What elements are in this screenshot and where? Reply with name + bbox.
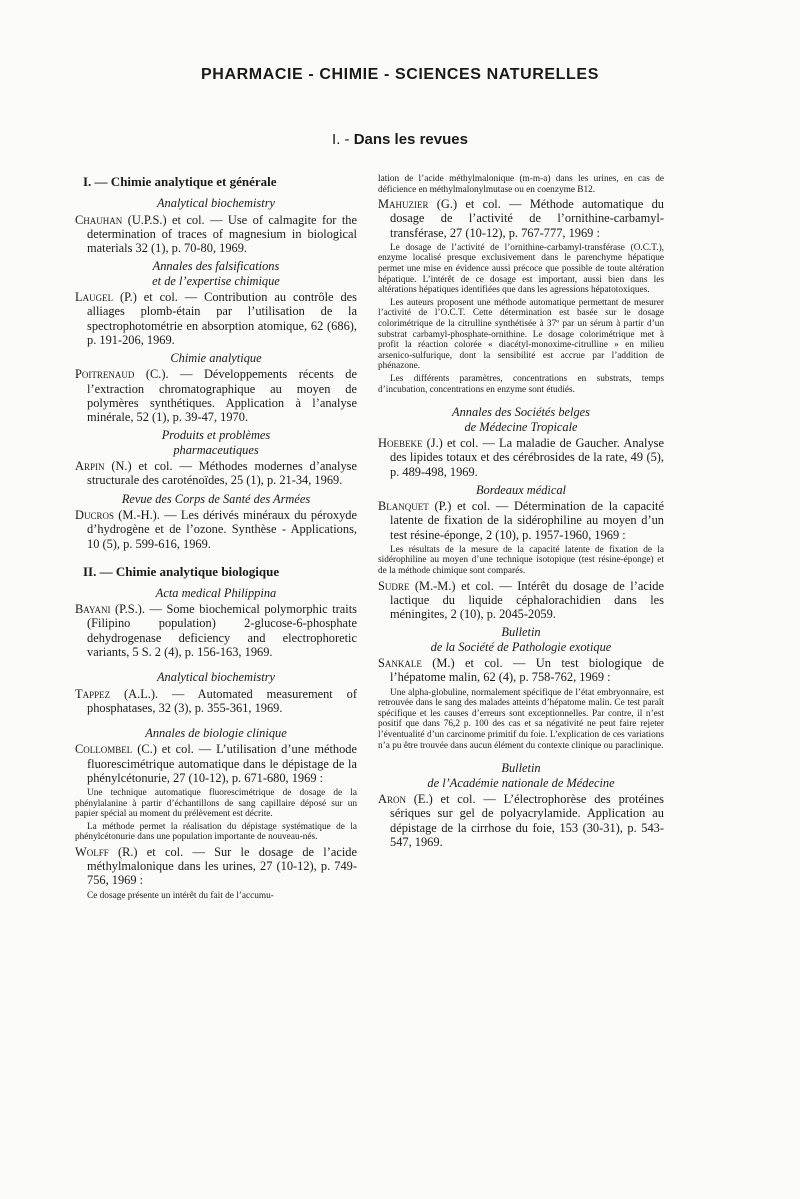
entry-author: Sankale <box>378 656 422 671</box>
entry-text: (A.L.). — Automated measurement of phosphatases, 32 (3), p. 355-361, 1969. <box>87 686 357 715</box>
journal-title-line: de Médecine Tropicale <box>464 419 578 434</box>
bibliography-entry <box>75 459 357 487</box>
entry-text: (C.) et col. — L’utilisation d’une méthode fluorescimétrique automatique dans le dépistage de la phénylcétonurie, 27 (10-12), p. 671-680, 1969 : <box>87 742 357 785</box>
bibliography-entry <box>75 508 357 551</box>
entry-author: Laugel <box>75 290 114 305</box>
entry-author: Collombel <box>75 742 133 757</box>
bibliography-entry <box>75 845 357 888</box>
abstract-paragraph: Les différents paramètres, concentrations en substrats, temps d’incubation, concentrations en enzyme sont étudiés. <box>378 373 664 395</box>
journal-title-line: Produits et problèmes <box>161 428 271 443</box>
journal-title-line: Bulletin <box>501 761 541 776</box>
entry-text: (G.) et col. — Méthode automatique du dosage de l’activité de l’ornithine-carbamyl-transférase, 27 (10-12), p. 767-777, 1969 : <box>390 197 664 240</box>
entry-text: (M.) et col. — Un test biologique de l’hépatome malin, 62 (4), p. 758-762, 1969 : <box>390 656 664 685</box>
entry-author: Wolff <box>75 845 109 860</box>
entry-text: (J.) et col. — La maladie de Gaucher. Analyse des lipides totaux et des cérébrosides de la rate, 49 (5), p. 489-498, 1969. <box>390 436 664 479</box>
bibliography-entry <box>75 367 357 424</box>
journal-title <box>75 259 357 288</box>
bibliography-entry <box>378 792 664 849</box>
page-title: PHARMACIE - CHIMIE - SCIENCES NATURELLES <box>201 66 599 83</box>
entry-text: (P.) et col. — Détermination de la capacité latente de fixation de la sidérophiline au moyen d’un test résine-éponge, 2 (10), p. 1957-1960, 1969 : <box>390 499 664 542</box>
entry-author: Ducros <box>75 508 114 523</box>
journal-title-line: de la Société de Pathologie exotique <box>430 639 612 654</box>
abstract-paragraph: La méthode permet la réalisation du dépistage systématique de la phénylcétonurie dans une population importante de nouveau-nés. <box>75 821 357 843</box>
journal-title: Analytical biochemistry <box>156 670 276 685</box>
entry-author: Blanquet <box>378 499 429 514</box>
bibliography-entry <box>378 499 664 542</box>
journal-title: Bordeaux médical <box>475 482 567 497</box>
bibliography-entry <box>75 290 357 347</box>
section-heading: Dans les revues <box>353 131 468 148</box>
abstract-paragraph: lation de l’acide méthylmalonique (m-m-a) dans les urines, en cas de déficience en méthylmalonylmutase ou en coenzyme B12. <box>378 174 664 195</box>
journal-title-line: et de l’expertise chimique <box>152 273 280 288</box>
bibliography-entry <box>75 213 357 256</box>
entry-author: Arpin <box>75 459 105 474</box>
abstract-paragraph: Une alpha-globuline, normalement spécifique de l’état embryonnaire, est retrouvée dans le sang des malades atteints d’hépatome malin. Ce test paraît spécifique et les causes d’erreurs sont exceptionnelles. Par contre, il n’est positif que dans 76,2 p. 100 des cas et sa négativité ne peut faire rejeter l’éventualité d’un carcinome primitif du foie. L’explication de ces variations n’a pu être trouvée dans aucun élément du contexte clinique ou paraclinique. <box>378 687 664 751</box>
journal-title: Acta medical Philippina <box>155 585 277 600</box>
entry-author: Tappez <box>75 686 111 701</box>
entry-author: Bayani <box>75 602 111 617</box>
entry-author: Poitrenaud <box>75 367 135 382</box>
heading-chimie-analytique-biologique: II. — Chimie analytique biologique <box>83 563 280 579</box>
section-number: I. - <box>332 131 350 148</box>
bibliography-entry <box>378 436 664 479</box>
journal-title <box>75 428 357 457</box>
journal-title-line: pharmaceutiques <box>173 442 259 457</box>
right-column <box>378 174 664 852</box>
journal-title <box>378 405 664 434</box>
bibliography-entry <box>75 687 357 715</box>
entry-text: (C.). — Développements récents de l’extraction chromatographique au moyen de polymères synthétiques. Application à l’analyse minérale, 52 (1), p. 39-47, 1970. <box>87 367 357 425</box>
abstract-paragraph: Les auteurs proposent une méthode automatique permettant de mesurer l’activité de l’O.C.T. Cette détermination est basée sur le dosage colorimétrique de la citrulline synthétisée à 37º par un sérum à partir d’un substrat carbamyl-phosphate-ornithine. Le dosage colorimétrique met à profit la réaction colorée « diacétyl-monoxime-citrulline » en milieu arsenico-sulfurique, dont la sensibilité est accrue par l’addition de phénazone. <box>378 297 664 372</box>
journal-title: Chimie analytique <box>170 350 262 365</box>
entry-author: Hoebeke <box>378 436 423 451</box>
entry-text: (P.) et col. — Contribution au contrôle des alliages plomb-étain par l’utilisation de la spectrophotométrie en absorption atomique, 62 (686), p. 191-206, 1969. <box>87 290 357 347</box>
left-column <box>75 172 357 903</box>
bibliography-entry <box>378 656 664 684</box>
journal-title: Annales de biologie clinique <box>145 725 287 740</box>
bibliography-entry <box>378 579 664 622</box>
heading-chimie-analytique-generale: I. — Chimie analytique et générale <box>83 174 277 189</box>
journal-title: Analytical biochemistry <box>156 196 276 210</box>
abstract-paragraph: Une technique automatique fluorescimétrique de dosage de la phénylalanine à partir d’échantillons de sang capillaire déposé sur un papier spécial au moment du prélèvement est décrite. <box>75 788 357 820</box>
bibliography-entry <box>75 602 357 659</box>
abstract-paragraph: Ce dosage présente un intérêt du fait de l’accumu- <box>87 890 274 901</box>
entry-author: Aron <box>378 792 406 807</box>
abstract-paragraph: Le dosage de l’activité de l’ornithine-carbamyl-transférase (O.C.T.), enzyme localisé presque exclusivement dans le parenchyme hépatique permet une mise en évidence aussi précoce que possible de toute altération hépatique. L’intérêt de ce dosage est important, aussi bien dans les altérations hépatiques identifiées que dans les agressions hépatotoxiques. <box>378 242 664 296</box>
entry-text: (M.-H.). — Les dérivés minéraux du péroxyde d’hydrogène et de l’ozone. Synthèse - Applications, 10 (5), p. 599-616, 1969. <box>87 508 357 551</box>
bibliography-entry <box>378 197 664 240</box>
journal-title-line: Bulletin <box>501 625 541 640</box>
journal-title <box>378 625 664 654</box>
entry-text: (M.-M.) et col. — Intérêt du dosage de l’acide lactique du liquide céphalorachidien dans les méningites, 2 (10), p. 2045-2059. <box>390 578 664 622</box>
entry-text: (U.P.S.) et col. — Use of calmagite for the determination of traces of magnesium in biological materials 32 (1), p. 70-80, 1969. <box>87 212 357 255</box>
journal-title: Revue des Corps de Santé des Armées <box>121 491 311 506</box>
entry-text: (E.) et col. — L’électrophorèse des protéines sériques sur gel de polyacrylamide. Application au dépistage de la cirrhose du foie, 153 (30-31), p. 543-547, 1969. <box>390 792 664 849</box>
journal-title-line: Annales des Sociétés belges <box>452 405 590 420</box>
section-title <box>0 131 800 148</box>
entry-text: (P.S.). — Some biochemical polymorphic traits (Filipino population) 2-glucose-6-phosphate dehydrogenase deficiency and electrophoretic variants, 5 S. 2 (4), p. 156-163, 1969. <box>87 602 357 659</box>
entry-author: Sudre <box>378 578 410 593</box>
entry-author: Chauhan <box>75 212 123 227</box>
bibliography-entry <box>75 742 357 785</box>
journal-title-line: de l’Académie nationale de Médecine <box>427 775 615 790</box>
journal-title-line: Annales des falsifications <box>152 259 280 274</box>
entry-text: (R.) et col. — Sur le dosage de l’acide méthylmalonique dans les urines, 27 (10-12), p. 749-756, 1969 : <box>87 845 357 888</box>
journal-title <box>378 761 664 790</box>
entry-text: (N.) et col. — Méthodes modernes d’analyse structurale des caroténoïdes, 25 (1), p. 21-34, 1969. <box>87 459 357 488</box>
abstract-paragraph: Les résultats de la mesure de la capacité latente de fixation de la sidérophiline au moyen d’une technique isotopique (test résine-éponge) et de la méthode chimique sont comparés. <box>378 544 664 577</box>
entry-author: Mahuzier <box>378 197 429 212</box>
